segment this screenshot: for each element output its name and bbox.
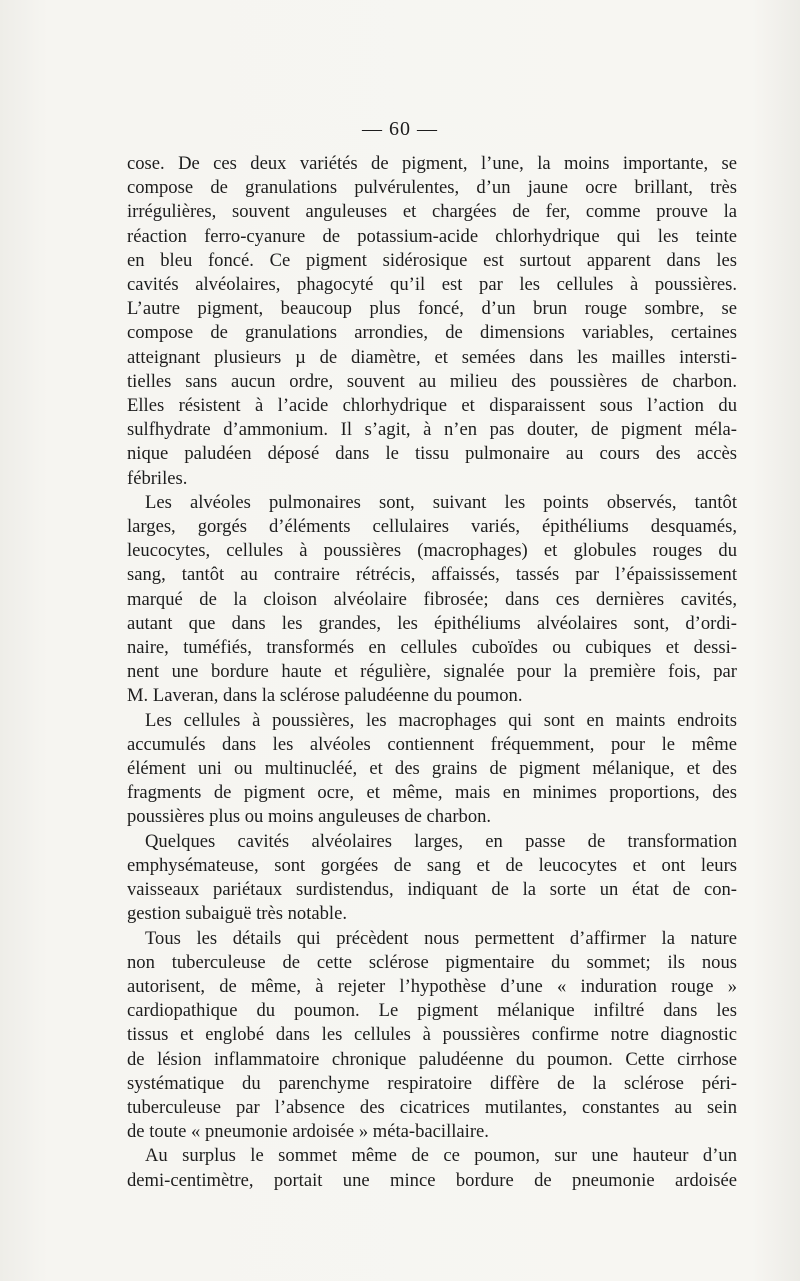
page-number: — 60 — <box>362 118 438 140</box>
text-line: marqué de la cloison alvéolaire fibrosée; dans ces dernières cavités, <box>127 588 737 610</box>
text-line: larges, gorgés d’éléments cellulaires variés, épithéliums desquamés, <box>127 516 737 538</box>
text-line: autorisent, de même, à rejeter l’hypothèse d’une « induration rouge » <box>127 975 737 997</box>
text-line: Quelques cavités alvéolaires larges, en passe de transformation <box>145 830 737 852</box>
text-line: Les cellules à poussières, les macrophages qui sont en maints endroits <box>145 709 737 731</box>
text-line: irrégulières, souvent anguleuses et chargées de fer, comme prouve la <box>127 201 737 223</box>
paragraph-cellules <box>127 709 737 830</box>
text-line: Elles résistent à l’acide chlorhydrique et disparaissent sous l’action du <box>127 395 737 417</box>
text-line: nent une bordure haute et régulière, signalée pour la première fois, par <box>127 661 737 683</box>
text-line: nique paludéen déposé dans le tissu pulmonaire au cours des accès <box>127 443 737 465</box>
text-line: sulfhydrate d’ammonium. Il s’agit, à n’en pas douter, de pigment méla- <box>127 419 737 441</box>
text-line: sang, tantôt au contraire rétrécis, affaissés, tassés par l’épaississement <box>127 564 737 586</box>
text-line: demi-centimètre, portait une mince bordure de pneumonie ardoisée <box>127 1169 737 1191</box>
text-line: fébriles. <box>127 467 188 489</box>
text-line: vaisseaux pariétaux surdistendus, indiquant de la sorte un état de con- <box>127 879 737 901</box>
text-line: naire, tuméfiés, transformés en cellules cuboïdes ou cubiques et dessi- <box>127 637 737 659</box>
paragraph-sommet <box>127 1144 737 1192</box>
text-line: autant que dans les grandes, les épithéliums alvéolaires sont, d’ordi- <box>127 612 737 634</box>
paragraph-cavites <box>127 830 737 927</box>
text-line: de lésion inflammatoire chronique paludéenne du poumon. Cette cirrhose <box>127 1048 737 1070</box>
text-line: cardiopathique du poumon. Le pigment mélanique infiltré dans les <box>127 1000 737 1022</box>
body-text <box>127 152 737 1193</box>
text-line: réaction ferro-cyanure de potassium-acide chlorhydrique qui les teinte <box>127 225 737 247</box>
text-line: atteignant plusieurs µ de diamètre, et semées dans les mailles intersti- <box>127 346 737 368</box>
text-line: fragments de pigment ocre, et même, mais en minimes proportions, des <box>127 782 737 804</box>
paragraph-pigment-description <box>127 152 737 491</box>
text-line: systématique du parenchyme respiratoire diffère de la sclérose péri- <box>127 1072 737 1094</box>
text-line: compose de granulations arrondies, de dimensions variables, certaines <box>127 322 737 344</box>
text-line: Au surplus le sommet même de ce poumon, sur une hauteur d’un <box>145 1145 737 1167</box>
text-line: M. Laveran, dans la sclérose paludéenne du poumon. <box>127 685 523 707</box>
paragraph-alveoles <box>127 491 737 709</box>
text-line: leucocytes, cellules à poussières (macrophages) et globules rouges du <box>127 540 737 562</box>
text-line: de toute « pneumonie ardoisée » méta-bacillaire. <box>127 1121 489 1143</box>
text-line: tuberculeuse par l’absence des cicatrices mutilantes, constantes au sein <box>127 1096 737 1118</box>
text-line: non tuberculeuse de cette sclérose pigmentaire du sommet; ils nous <box>127 951 737 973</box>
text-line: élément uni ou multinucléé, et des grains de pigment mélanique, et des <box>127 758 737 780</box>
text-line: accumulés dans les alvéoles contiennent fréquemment, pour le même <box>127 733 737 755</box>
paragraph-details <box>127 927 737 1145</box>
text-line: Les alvéoles pulmonaires sont, suivant les points observés, tantôt <box>145 491 737 513</box>
text-line: cose. De ces deux variétés de pigment, l’une, la moins importante, se <box>127 153 737 174</box>
text-line: tissus et englobé dans les cellules à poussières confirme notre diagnostic <box>127 1024 737 1046</box>
text-line: cavités alvéolaires, phagocyté qu’il est par les cellules à poussières. <box>127 274 737 296</box>
text-line: poussières plus ou moins anguleuses de charbon. <box>127 806 492 828</box>
text-line: Tous les détails qui précèdent nous permettent d’affirmer la nature <box>145 927 737 949</box>
text-line: emphysémateuse, sont gorgées de sang et de leucocytes et ont leurs <box>127 854 737 876</box>
text-line: tielles sans aucun ordre, souvent au milieu des poussières de charbon. <box>127 370 737 392</box>
text-line: L’autre pigment, beaucoup plus foncé, d’un brun rouge sombre, se <box>127 298 737 320</box>
text-line: compose de granulations pulvérulentes, d’un jaune ocre brillant, très <box>127 177 737 199</box>
text-line: en bleu foncé. Ce pigment sidérosique est surtout apparent dans les <box>127 249 737 271</box>
text-line: gestion subaiguë très notable. <box>127 903 347 925</box>
